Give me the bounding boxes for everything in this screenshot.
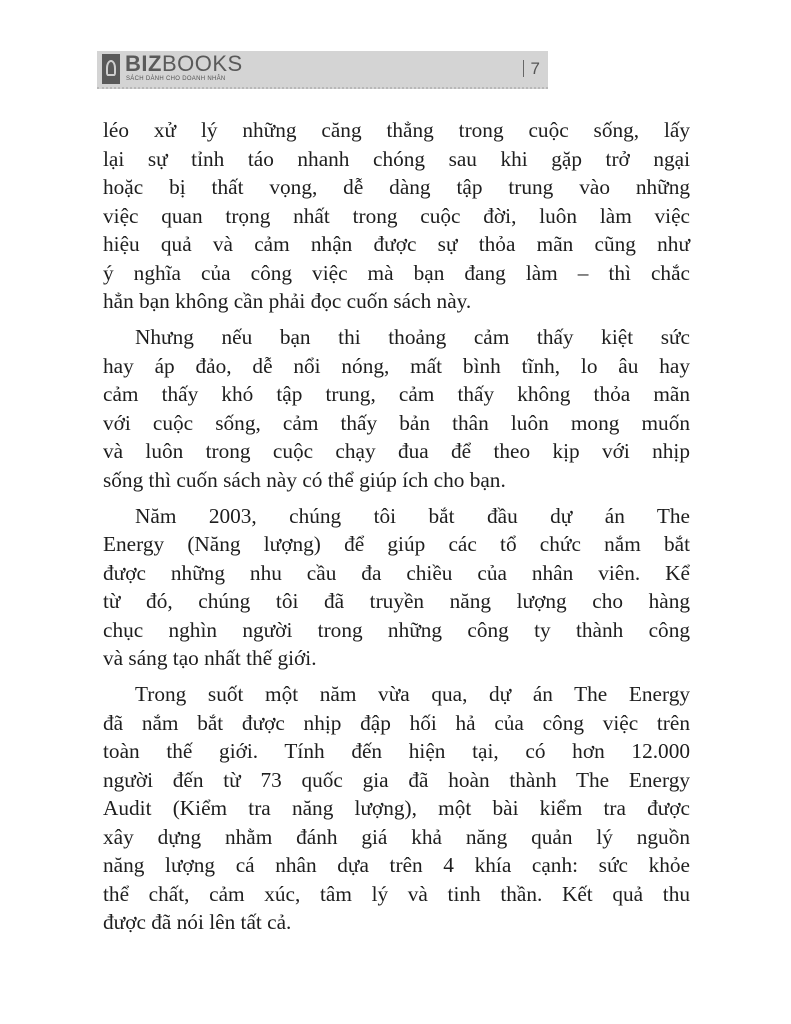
text-line: sống thì cuốn sách này có thể giúp ích cho bạn. — [103, 467, 506, 492]
text-line: hẳn bạn không cần phải đọc cuốn sách này. — [103, 289, 472, 313]
paragraph — [103, 323, 690, 494]
text-line: Energy (Năng lượng) để giúp các tổ chức nắm bắt — [103, 532, 690, 556]
text-line: hay áp đảo, dễ nổi nóng, mất bình tĩnh, lo âu hay — [103, 353, 690, 378]
text-line: xây dựng nhằm đánh giá khả năng quản lý nguồn — [103, 824, 690, 849]
text-line: được những nhu cầu đa chiều của nhân viên. Kể — [103, 560, 690, 585]
brand-name — [125, 52, 243, 76]
text-line: hiệu quả và cảm nhận được sự thỏa mãn cũng như — [103, 232, 690, 256]
paragraph — [103, 116, 690, 316]
text-line: Năm 2003, chúng tôi bắt đầu dự án The — [135, 503, 690, 528]
text-line: người đến từ 73 quốc gia đã hoàn thành The Energy — [103, 767, 690, 792]
text-line: léo xử lý những căng thẳng trong cuộc sống, lấy — [103, 118, 690, 142]
bizbooks-logo-icon — [102, 54, 120, 84]
text-line: từ đó, chúng tôi đã truyền năng lượng cho hàng — [103, 589, 690, 613]
text-line: toàn thế giới. Tính đến hiện tại, có hơn 12.000 — [103, 739, 690, 763]
paragraph — [103, 502, 690, 673]
text-line: được đã nói lên tất cả. — [103, 910, 292, 934]
text-line: Audit (Kiểm tra năng lượng), một bài kiểm tra được — [103, 796, 690, 820]
text-line: Nhưng nếu bạn thi thoảng cảm thấy kiệt sức — [135, 325, 690, 349]
text-line: đã nắm bắt được nhịp đập hối hả của công việc trên — [103, 710, 690, 735]
text-line: thể chất, cảm xúc, tâm lý và tinh thần. Kết quả thu — [103, 881, 690, 906]
paragraph — [103, 680, 690, 937]
text-line: việc quan trọng nhất trong cuộc đời, luôn làm việc — [103, 203, 690, 228]
text-line: năng lượng cá nhân dựa trên 4 khía cạnh: sức khỏe — [103, 853, 690, 877]
brand-rest: BOOKS — [161, 51, 243, 76]
page-number: 7 — [523, 59, 540, 79]
text-line: và sáng tạo nhất thế giới. — [103, 646, 317, 670]
text-line: ý nghĩa của công việc mà bạn đang làm – thì chắc — [103, 260, 690, 285]
text-line: hoặc bị thất vọng, dễ dàng tập trung vào những — [103, 175, 690, 199]
text-line: và luôn trong cuộc chạy đua để theo kịp với nhịp — [103, 439, 690, 463]
text-line: chục nghìn người trong những công ty thành công — [103, 617, 690, 642]
page-header — [97, 51, 548, 89]
brand-tagline: SÁCH DÀNH CHO DOANH NHÂN — [126, 76, 226, 82]
text-line: với cuộc sống, cảm thấy bản thân luôn mong muốn — [103, 410, 690, 435]
text-line: lại sự tỉnh táo nhanh chóng sau khi gặp trở ngại — [103, 146, 690, 171]
text-line: Trong suốt một năm vừa qua, dự án The Energy — [135, 682, 690, 706]
text-line: cảm thấy khó tập trung, cảm thấy không thỏa mãn — [103, 382, 690, 406]
page-body — [103, 116, 690, 944]
brand-bold: BIZ — [125, 51, 162, 76]
